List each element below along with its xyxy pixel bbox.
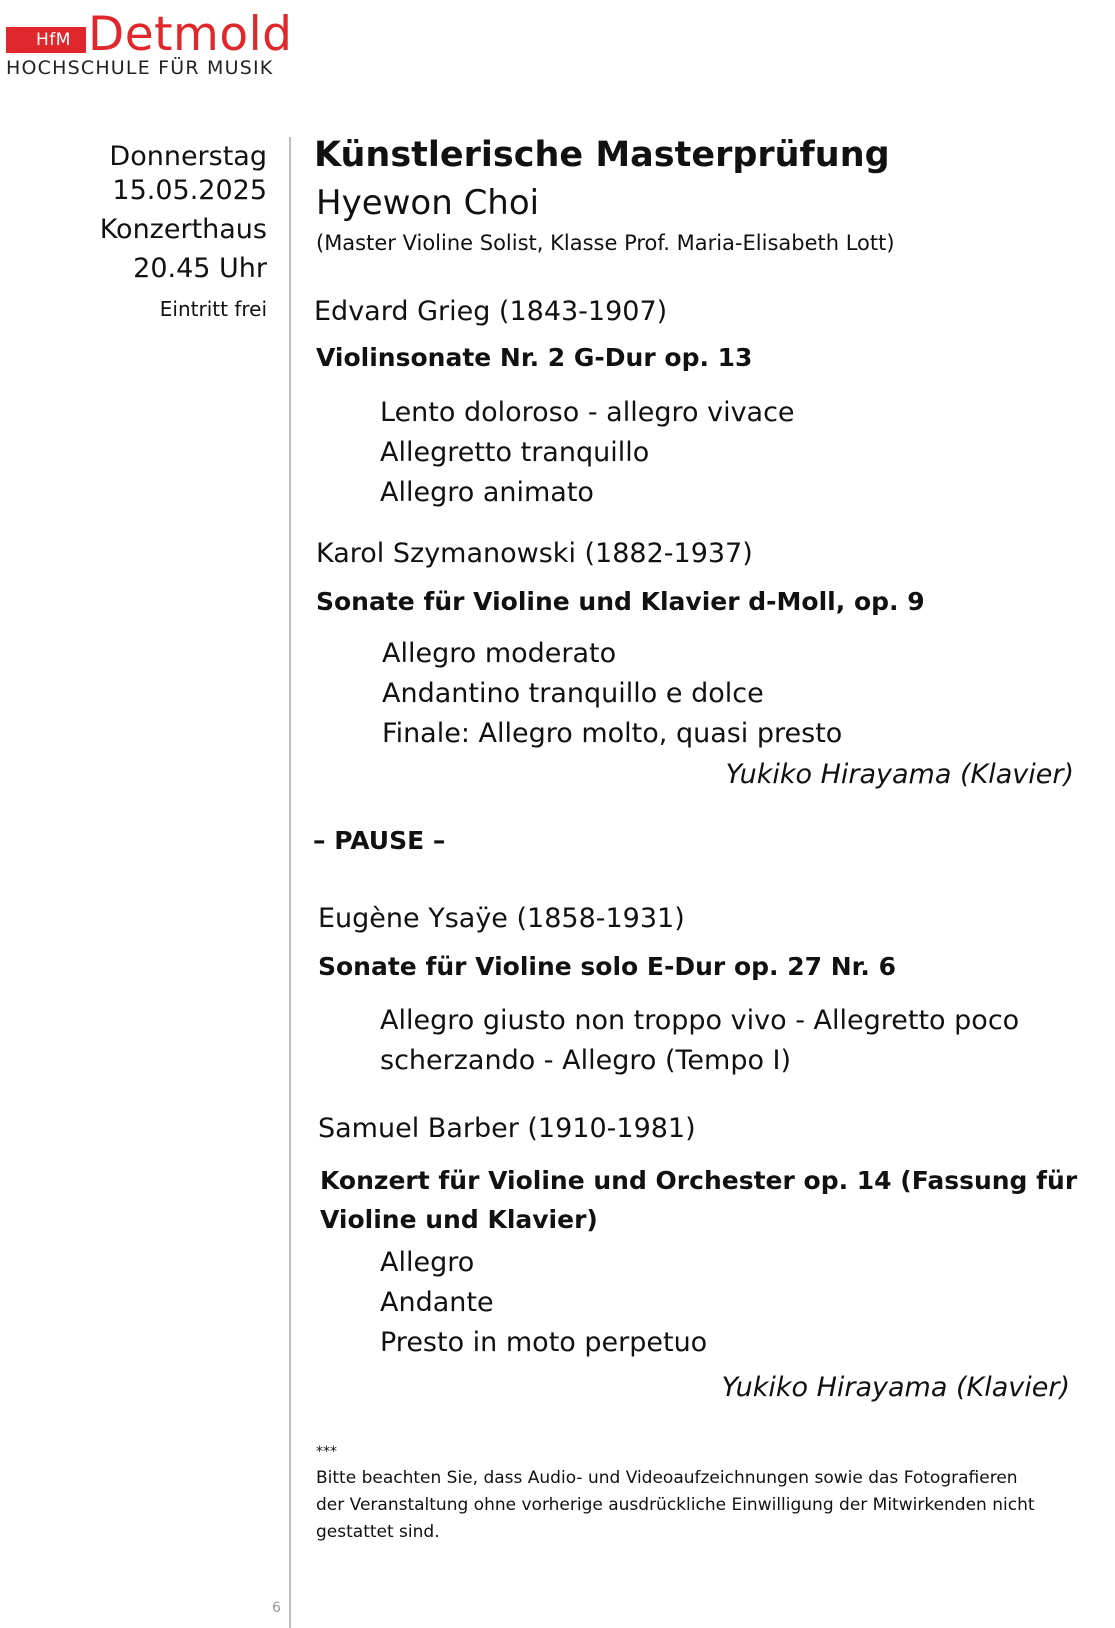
movements-barber bbox=[380, 1243, 707, 1363]
movements-grieg bbox=[380, 393, 795, 513]
movement-item: Andante bbox=[380, 1287, 494, 1318]
work-szymanowski: Sonate für Violine und Klavier d-Moll, op. 9 bbox=[316, 587, 925, 616]
recording-notice: Bitte beachten Sie, dass Audio- und Videoaufzeichnungen sowie das Fotografieren der Veranstaltung ohne vorherige ausdrückliche Einwilligung der Mitwirkenden nicht gestattet sind. bbox=[316, 1468, 1035, 1542]
logo-subtitle: HOCHSCHULE FÜR MUSIK bbox=[6, 57, 274, 79]
event-time: 20.45 Uhr bbox=[133, 253, 267, 284]
movement-item: scherzando - Allegro (Tempo I) bbox=[380, 1045, 792, 1076]
movements-ysaye bbox=[380, 1001, 1019, 1081]
composer-grieg: Edvard Grieg (1843-1907) bbox=[314, 296, 668, 327]
concert-title: Künstlerische Masterprüfung bbox=[314, 135, 890, 175]
logo-wordmark: Detmold bbox=[88, 7, 293, 62]
work-barber: Konzert für Violine und Orchester op. 14 (Fassung für Violine und Klavier) bbox=[320, 1166, 1078, 1234]
accompanist-credit: Yukiko Hirayama (Klavier) bbox=[725, 759, 1074, 790]
movement-item: Allegro moderato bbox=[382, 638, 617, 669]
event-admission: Eintritt frei bbox=[159, 297, 267, 321]
footer-separator: *** bbox=[316, 1444, 337, 1460]
work-grieg: Violinsonate Nr. 2 G-Dur op. 13 bbox=[316, 343, 753, 372]
composer-ysaye: Eugène Ysaÿe (1858-1931) bbox=[318, 903, 685, 934]
movement-item: Allegro giusto non troppo vivo - Allegretto poco bbox=[380, 1005, 1020, 1036]
logo-badge-text: HfM bbox=[36, 30, 71, 50]
movements-szymanowski bbox=[382, 634, 842, 754]
event-info-sidebar bbox=[27, 140, 267, 322]
movement-item: Allegretto tranquillo bbox=[380, 437, 650, 468]
movement-item: Presto in moto perpetuo bbox=[380, 1327, 708, 1358]
performer-name: Hyewon Choi bbox=[316, 183, 540, 223]
vertical-divider bbox=[289, 137, 291, 1628]
composer-barber: Samuel Barber (1910-1981) bbox=[318, 1113, 696, 1144]
hfm-detmold-logo bbox=[6, 7, 296, 82]
event-venue: Konzerthaus bbox=[99, 214, 267, 245]
event-date: 15.05.2025 bbox=[112, 175, 267, 206]
performer-details: (Master Violine Solist, Klasse Prof. Maria-Elisabeth Lott) bbox=[316, 231, 895, 255]
movement-item: Allegro animato bbox=[380, 477, 594, 508]
page-number: 6 bbox=[272, 1600, 281, 1616]
work-ysaye: Sonate für Violine solo E-Dur op. 27 Nr. 6 bbox=[318, 952, 897, 981]
movement-item: Lento doloroso - allegro vivace bbox=[380, 397, 795, 428]
accompanist-credit: Yukiko Hirayama (Klavier) bbox=[721, 1372, 1070, 1403]
intermission-label: – PAUSE – bbox=[313, 826, 446, 855]
logo-badge bbox=[6, 27, 86, 53]
movement-item: Andantino tranquillo e dolce bbox=[382, 678, 764, 709]
event-day: Donnerstag bbox=[109, 141, 267, 172]
composer-szymanowski: Karol Szymanowski (1882-1937) bbox=[316, 538, 753, 569]
movement-item: Allegro bbox=[380, 1247, 475, 1278]
movement-item: Finale: Allegro molto, quasi presto bbox=[382, 718, 843, 749]
